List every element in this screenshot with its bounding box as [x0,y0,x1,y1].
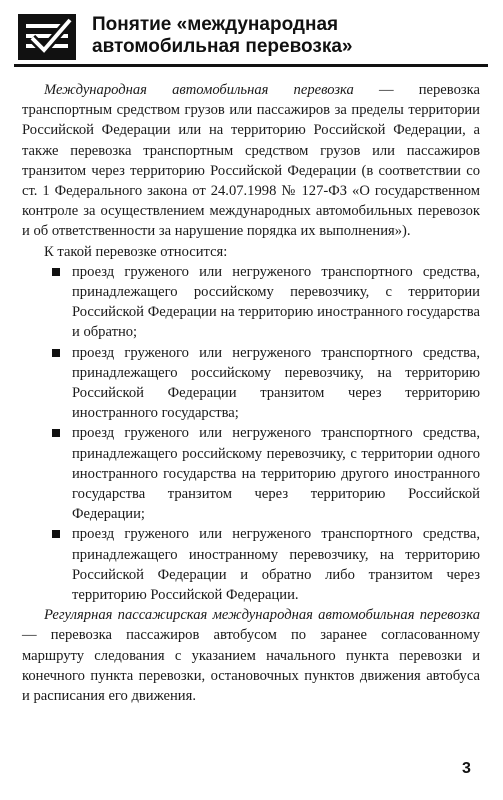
page-title-line-2: автомобильная перевозка» [92,36,353,57]
list-item: проезд груженого или негруженого транспортного средства, принадлежащего российскому перевозчику, на территорию Российской Федерации транзитом через территорию иностранного государства; [22,343,480,424]
bullet-list [22,262,480,605]
section-header [14,10,488,66]
definition-paragraph-1 [22,80,480,242]
list-item: проезд груженого или негруженого транспортного средства, принадлежащего российскому перевозчику, с территории одного иностранного государства на территорию другого иностранного государства транзитом через территорию Российской Федерации; [22,423,480,524]
list-intro: К такой перевозке относится: [44,243,228,260]
definition-paragraph-2 [22,605,480,706]
definition-term-2: Регулярная пассажирская международная автомобильная перевозка [44,607,480,624]
definition-text-2: — перевозка пассажиров автобусом по заранее согласованному маршруту следования с указанием начального пункта перевозки и конечного пункта перевозки, остановочных пунктов движения автобуса и расписания его движения. [22,627,480,705]
list-item: проезд груженого или негруженого транспортного средства, принадлежащего иностранному перевозчику, на территорию Российской Федерации и обратно либо транзитом через территорию Российской Федерации. [22,524,480,605]
definition-term-1: Международная автомобильная перевозка [44,82,354,98]
page-number: 3 [462,760,471,777]
page-body [22,80,480,706]
page-title-line-1: Понятие «международная [92,14,339,35]
checkmark-box-icon [18,14,76,60]
list-item: проезд груженого или негруженого транспортного средства, принадлежащего российскому перевозчику, с территории Российской Федерации на территорию иностранного государства и обратно; [22,262,480,343]
page-title [92,14,482,58]
definition-text-1: — перевозка транспортным средством грузов или пассажиров за пределы территории Российской Федерации или на территорию Российской Федерации, а также перевозка транспортным средством грузов или пассажиров транзитом через территорию Российской Федерации (в соответствии со ст. 1 Федерального закона от 24.07.1998 № 127-ФЗ «О государственном контроле за осуществлением международных автомобильных перевозок и об ответственности за нарушение порядка их выполнения»). [22,82,480,240]
header-divider [14,64,488,67]
